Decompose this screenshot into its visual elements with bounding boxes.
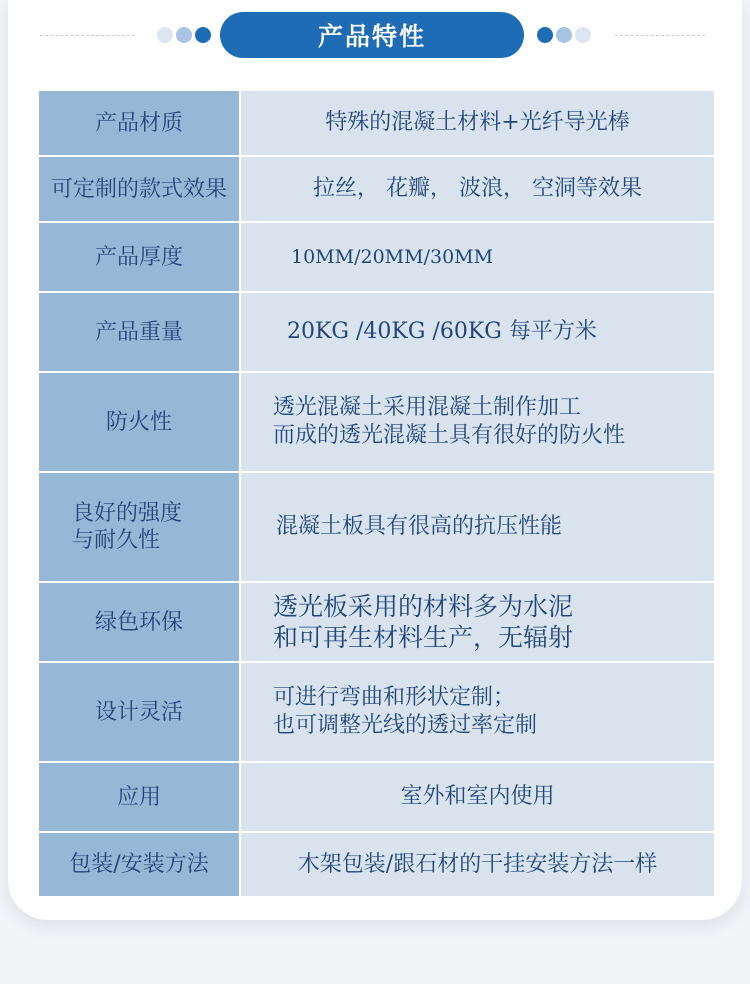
table-row xyxy=(38,372,715,472)
row-value xyxy=(240,662,715,762)
table-row xyxy=(38,762,715,832)
row-label: 防火性 xyxy=(38,372,240,472)
row-value xyxy=(240,372,715,472)
header-dot xyxy=(176,27,192,43)
row-label-line: 与耐久性 xyxy=(72,528,161,553)
row-value xyxy=(240,582,715,662)
row-value-line: 透光板采用的材料多为水泥 xyxy=(273,592,574,621)
header-dot xyxy=(157,27,173,43)
table-row xyxy=(38,90,715,156)
header-dots-left xyxy=(157,27,211,43)
row-value: 特殊的混凝土材料+光纤导光棒 xyxy=(240,90,715,156)
table-row xyxy=(38,222,715,292)
row-value: 室外和室内使用 xyxy=(240,762,715,832)
row-label: 产品重量 xyxy=(38,292,240,372)
table-row xyxy=(38,662,715,762)
row-value: 拉丝， 花瓣， 波浪， 空洞等效果 xyxy=(240,156,715,222)
table-row xyxy=(38,582,715,662)
header-dot xyxy=(537,27,553,43)
row-label xyxy=(38,472,240,582)
header-dot xyxy=(556,27,572,43)
table-row xyxy=(38,156,715,222)
row-label: 产品厚度 xyxy=(38,222,240,292)
row-value-line: 而成的透光混凝土具有很好的防火性 xyxy=(273,423,626,448)
row-value-line: 也可调整光线的透过率定制 xyxy=(273,713,538,738)
row-label: 可定制的款式效果 xyxy=(38,156,240,222)
row-label-line: 良好的强度 xyxy=(72,501,183,526)
header-divider-left xyxy=(40,35,135,36)
header-dot xyxy=(195,27,211,43)
row-label: 绿色环保 xyxy=(38,582,240,662)
section-title: 产品特性 xyxy=(220,12,524,58)
row-label: 设计灵活 xyxy=(38,662,240,762)
row-value: 10MM/20MM/30MM xyxy=(240,222,715,292)
row-value-line: 和可再生材料生产，无辐射 xyxy=(273,623,574,652)
table-row xyxy=(38,832,715,897)
header-dots-right xyxy=(537,27,591,43)
product-features-table xyxy=(37,89,716,898)
row-value: 混凝土板具有很高的抗压性能 xyxy=(240,472,715,582)
table-row xyxy=(38,292,715,372)
table-row xyxy=(38,472,715,582)
row-value-line: 可进行弯曲和形状定制； xyxy=(273,685,516,710)
row-value-line: 透光混凝土采用混凝土制作加工 xyxy=(273,395,582,420)
row-label: 应用 xyxy=(38,762,240,832)
row-value: 20KG /40KG /60KG 每平方米 xyxy=(240,292,715,372)
row-value: 木架包装/跟石材的干挂安装方法一样 xyxy=(240,832,715,897)
row-label: 产品材质 xyxy=(38,90,240,156)
header-dot xyxy=(575,27,591,43)
header-divider-right xyxy=(615,35,705,36)
row-label: 包装/安装方法 xyxy=(38,832,240,897)
